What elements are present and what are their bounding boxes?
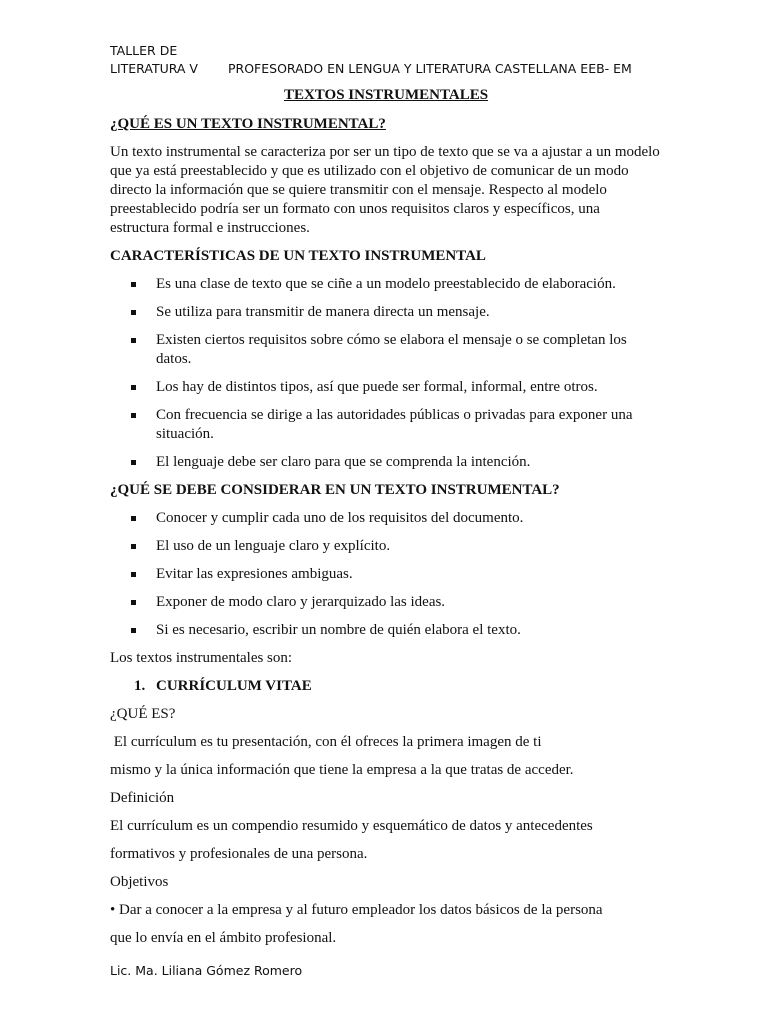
list-item: El lenguaje debe ser claro para que se comprenda la intención. [156, 453, 662, 472]
list-item: Si es necesario, escribir un nombre de quién elabora el texto. [156, 621, 662, 640]
section-heading-considerations: ¿QUÉ SE DEBE CONSIDERAR EN UN TEXTO INSTRUMENTAL? [110, 482, 560, 498]
cv-question: ¿QUÉ ES? [110, 706, 176, 722]
section-paragraph-definition: Un texto instrumental se caracteriza por ser un tipo de texto que se va a ajustar a un modelo que ya está preestablecido y que es utilizado con el objetivo de comunicar de un modo directo la información que se quiere transmitir con el mensaje. Respecto al modelo preestablecido podría ser un formato con unos requisitos claros y específicos, una estructura formal e instrucciones. [110, 144, 660, 236]
header-line-2 [110, 60, 710, 78]
list-item: Los hay de distintos tipos, así que puede ser formal, informal, entre otros. [156, 378, 662, 397]
intro-list-text: Los textos instrumentales son: [110, 650, 293, 666]
cv-paragraph-line: que lo envía en el ámbito profesional. [110, 930, 337, 946]
list-item: Con frecuencia se dirige a las autoridades públicas o privadas para exponer una situación. [156, 406, 662, 444]
page-header [110, 42, 710, 78]
cv-paragraph-line: mismo y la única información que tiene la empresa a la que tratas de acceder. [110, 762, 574, 778]
header-line-1: TALLER DE [110, 43, 178, 58]
list-item: Exponer de modo claro y jerarquizado las ideas. [156, 593, 662, 612]
list-item: Evitar las expresiones ambiguas. [156, 565, 662, 584]
list-item: Conocer y cumplir cada uno de los requisitos del documento. [156, 509, 662, 528]
cv-objectives-label: Objetivos [110, 874, 169, 890]
header-course: LITERATURA V [110, 61, 198, 76]
cv-definition-label: Definición [110, 790, 175, 806]
page-footer: Lic. Ma. Liliana Gómez Romero [110, 963, 303, 978]
cv-paragraph-line: El currículum es tu presentación, con él ofreces la primera imagen de ti [110, 734, 542, 750]
numbered-heading-cv [110, 677, 662, 696]
document-title: TEXTOS INSTRUMENTALES [283, 87, 489, 103]
cv-paragraph-line: • Dar a conocer a la empresa y al futuro empleador los datos básicos de la persona [110, 902, 603, 918]
list-item: Se utiliza para transmitir de manera directa un mensaje. [156, 303, 662, 322]
list-item: Existen ciertos requisitos sobre cómo se elabora el mensaje o se completan los datos. [156, 331, 662, 369]
list-number: 1. [134, 678, 146, 694]
list-item: El uso de un lenguaje claro y explícito. [156, 537, 662, 556]
section-heading-characteristics: CARACTERÍSTICAS DE UN TEXTO INSTRUMENTAL [110, 248, 486, 264]
characteristics-list [110, 275, 662, 472]
section-heading-what-is: ¿QUÉ ES UN TEXTO INSTRUMENTAL? [110, 116, 386, 132]
cv-paragraph-line: El currículum es un compendio resumido y esquemático de datos y antecedentes [110, 818, 593, 834]
header-program: PROFESORADO EN LENGUA Y LITERATURA CASTELLANA EEB- EM [227, 61, 632, 76]
considerations-list [110, 509, 662, 640]
numbered-heading-label: CURRÍCULUM VITAE [156, 678, 312, 694]
cv-paragraph-line: formativos y profesionales de una persona. [110, 846, 368, 862]
document-body [110, 84, 662, 957]
list-item: Es una clase de texto que se ciñe a un modelo preestablecido de elaboración. [156, 275, 662, 294]
